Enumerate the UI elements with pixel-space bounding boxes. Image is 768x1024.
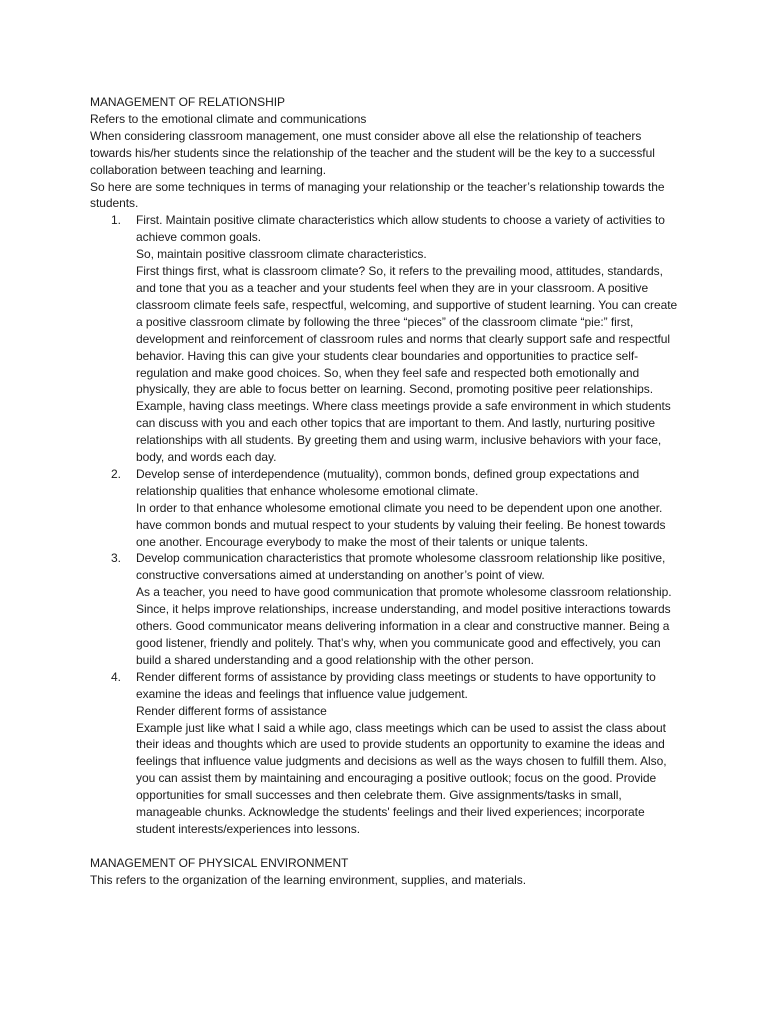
list-item-text: Render different forms of assistance — [136, 703, 327, 718]
techniques-list — [90, 212, 680, 838]
list-item — [90, 550, 680, 668]
list-item — [90, 212, 680, 466]
list-item-title: Render different forms of assistance by providing class meetings or students to have opportunity to examine the ideas and feelings that influence value judgement. — [136, 669, 656, 701]
section-spacer — [90, 838, 680, 855]
lead-paragraph: So here are some techniques in terms of managing your relationship or the teacher’s relationship towards the students. — [90, 179, 665, 211]
document-page — [90, 94, 680, 889]
list-item-text: As a teacher, you need to have good communication that promote wholesome classroom relationship. Since, it helps improve relationships, increase understanding, and model positive interactions towards others. Good communicator means delivering information in a clear and constructive manner. Being a good listener, friendly and politely. That’s why, when you communicate good and effectively, you can build a shared understanding and a good relationship with the other person. — [136, 585, 672, 667]
list-item — [90, 669, 680, 838]
list-item-title: Develop communication characteristics that promote wholesome classroom relationship like positive, constructive conversations aimed at understanding on another’s point of view. — [136, 551, 666, 583]
list-item-text: Example just like what I said a while ago, class meetings which can be used to assist the class about their ideas and thoughts which are used to provide students an opportunity to examine the ideas and feelings that influence value judgments and decisions as well as the ways chosen to fulfill them. Also, you can assist them by maintaining and encouraging a positive outlook; focus on the good. Provide opportunities for small successes and then celebrate them. Give assignments/tasks in small, manageable chunks. Acknowledge the students' feelings and their lived experiences; incorporate student interests/experiences into lessons. — [136, 720, 667, 836]
list-item — [90, 466, 680, 551]
intro-paragraph: When considering classroom management, one must consider above all else the relationship of teachers towards his/her students since the relationship of the teacher and the student will be the key to a successful collaboration between teaching and learning. — [90, 128, 655, 177]
list-item-number: 4. — [111, 669, 121, 684]
list-item-text: First things first, what is classroom climate? So, it refers to the prevailing mood, attitudes, standards, and tone that you as a teacher and your students feel when they are in your classroom. A positive classroom climate feels safe, respectful, welcoming, and supportive of student learning. You can create a positive classroom climate by following the three “pieces” of the classroom climate “pie:” first, development and reinforcement of classroom rules and norms that clearly support safe and respectful behavior. Having this can give your students clear boundaries and opportunities to practice self-regulation and make good choices. So, when they feel safe and respected both emotionally and physically, they are able to focus better on learning. Second, promoting positive peer relationships. Example, having class meetings. Where class meetings provide a safe environment in which students can discuss with you and each other topics that are important to them. And lastly, nurturing positive relationships with all students. By greeting them and using warm, inclusive behaviors with your face, body, and words each day. — [136, 264, 678, 465]
list-item-title: First. Maintain positive climate characteristics which allow students to choose a variety of activities to achieve common goals. — [136, 213, 665, 245]
section-subtitle-relationship: Refers to the emotional climate and communications — [90, 111, 367, 126]
list-item-title: Develop sense of interdependence (mutuality), common bonds, defined group expectations and relationship qualities that enhance wholesome emotional climate. — [136, 466, 640, 498]
section-heading-relationship: MANAGEMENT OF RELATIONSHIP — [90, 95, 285, 109]
list-item-text: In order to that enhance wholesome emotional climate you need to be dependent upon one another. have common bonds and mutual respect to your students by valuing their feeling. Be honest towards one another. Encourage everybody to make the most of their talents or unique talents. — [136, 500, 666, 549]
list-item-number: 1. — [111, 213, 121, 228]
list-item-text: So, maintain positive classroom climate characteristics. — [136, 247, 427, 262]
section-subtitle-physical-environment: This refers to the organization of the learning environment, supplies, and materials. — [90, 872, 526, 887]
list-item-number: 2. — [111, 466, 121, 481]
list-item-number: 3. — [111, 551, 121, 566]
section-heading-physical-environment: MANAGEMENT OF PHYSICAL ENVIRONMENT — [90, 855, 349, 870]
